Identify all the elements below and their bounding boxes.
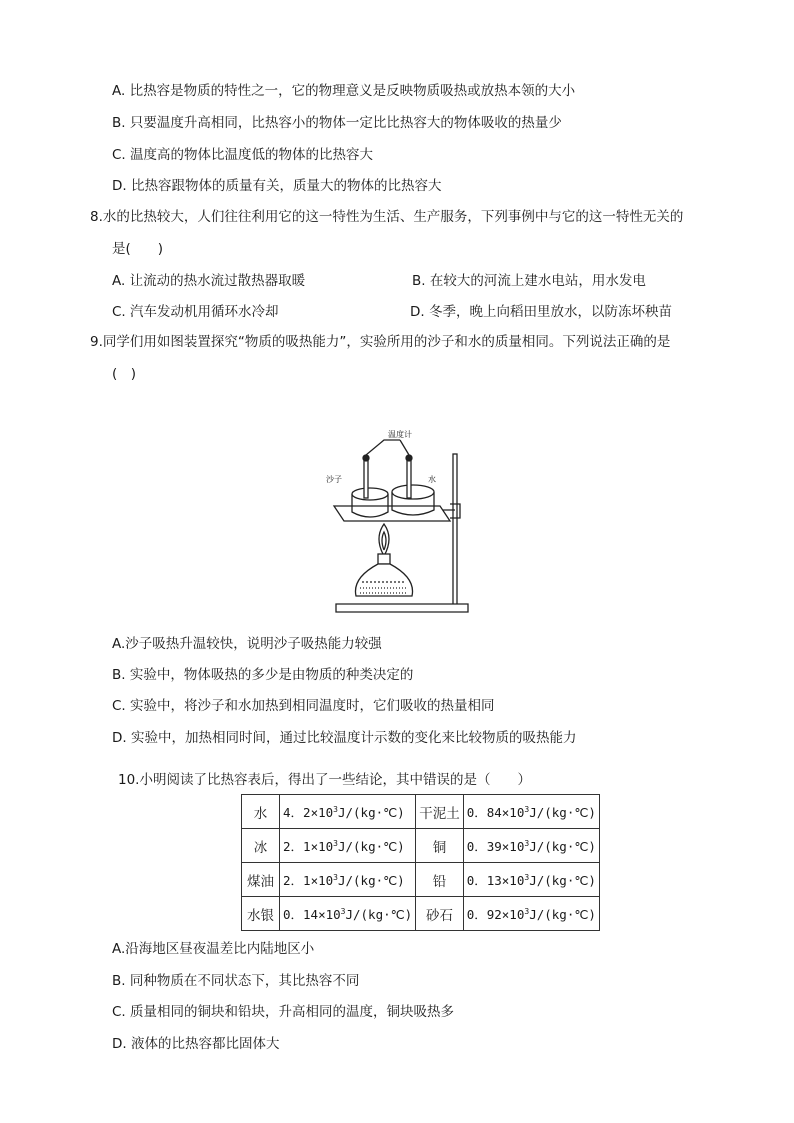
- table-row: [242, 829, 600, 863]
- q10-option-d: D. 液体的比热容都比固体大: [112, 1036, 280, 1052]
- table-cell-value: 2．$1\times 10^3J/(kg\cdot℃)$: [280, 829, 416, 863]
- table-row: [242, 863, 600, 897]
- stand-base: [336, 604, 468, 612]
- q9-stem-line1: 9.同学们用如图装置探究“物质的吸热能力”，实验所用的沙子和水的质量相同。下列说法正确的是: [90, 334, 671, 350]
- table-cell-substance: 水: [242, 795, 280, 829]
- table-cell-value: 0．$14\times 10^3J/(kg\cdot℃)$: [280, 897, 416, 931]
- table-cell-value: 0．$84\times 10^3J/(kg\cdot℃)$: [463, 795, 599, 829]
- q8-option-c: C. 汽车发动机用循环水冷却: [112, 304, 279, 320]
- experiment-figure: [322, 418, 472, 622]
- alcohol-lamp: [355, 564, 412, 596]
- table-row: [242, 795, 600, 829]
- q10-stem: 10.小明阅读了比热容表后，得出了一些结论，其中错误的是（ ）: [118, 772, 531, 788]
- table-cell-substance: 煤油: [242, 863, 280, 897]
- table-cell-value: 0．$39\times 10^3J/(kg\cdot℃)$: [463, 829, 599, 863]
- q8-option-d: D. 冬季，晚上向稻田里放水，以防冻坏秧苗: [410, 304, 672, 320]
- q9-option-d: D. 实验中，加热相同时间，通过比较温度计示数的变化来比较物质的吸热能力: [112, 730, 577, 746]
- q8-stem-line2: 是( ): [112, 241, 164, 257]
- q8-stem-line1: 8.水的比热较大，人们往往利用它的这一特性为生活、生产服务，下列事例中与它的这一特性无关的: [90, 209, 684, 225]
- q7-option-c: C. 温度高的物体比温度低的物体的比热容大: [112, 147, 374, 163]
- q9-stem-line2: ( ): [112, 366, 137, 382]
- table-cell-value: 2．$1\times 10^3J/(kg\cdot℃)$: [280, 863, 416, 897]
- q7-option-d: D. 比热容跟物体的质量有关，质量大的物体的比热容大: [112, 178, 442, 194]
- stand-rod: [453, 454, 457, 606]
- flame: [379, 524, 389, 556]
- q9-option-a: A.沙子吸热升温较快，说明沙子吸热能力较强: [112, 636, 382, 652]
- label-thermometer: 温度计: [388, 430, 412, 439]
- q7-option-b: B. 只要温度升高相同，比热容小的物体一定比比热容大的物体吸收的热量少: [112, 115, 562, 131]
- table-cell-value: 0．$92\times 10^3J/(kg\cdot℃)$: [463, 897, 599, 931]
- table-cell-substance: 铜: [416, 829, 464, 863]
- q8-option-b: B. 在较大的河流上建水电站，用水发电: [412, 273, 646, 289]
- table-cell-value: 0．$13\times 10^3J/(kg\cdot℃)$: [463, 863, 599, 897]
- thermometer-left: [364, 458, 368, 498]
- alcohol-lamp-neck: [378, 554, 390, 564]
- q9-option-c: C. 实验中，将沙子和水加热到相同温度时，它们吸收的热量相同: [112, 698, 495, 714]
- label-water: 水: [428, 475, 436, 484]
- q10-option-a: A.沿海地区昼夜温差比内陆地区小: [112, 941, 315, 957]
- table-cell-value: 4．$2\times 10^3J/(kg\cdot℃)$: [280, 795, 416, 829]
- table-row: [242, 897, 600, 931]
- table-cell-substance: 铅: [416, 863, 464, 897]
- q7-option-a: A. 比热容是物质的特性之一，它的物理意义是反映物质吸热或放热本领的大小: [112, 83, 576, 99]
- q10-option-b: B. 同种物质在不同状态下，其比热容不同: [112, 973, 360, 989]
- q8-option-a: A. 让流动的热水流过散热器取暖: [112, 273, 306, 289]
- thermometer-right: [407, 458, 411, 498]
- q9-option-b: B. 实验中，物体吸热的多少是由物质的种类决定的: [112, 667, 414, 683]
- table-cell-substance: 冰: [242, 829, 280, 863]
- q10-option-c: C. 质量相同的铜块和铅块，升高相同的温度，铜块吸热多: [112, 1004, 455, 1020]
- specific-heat-table: [241, 794, 600, 931]
- table-cell-substance: 干泥土: [416, 795, 464, 829]
- label-sand: 沙子: [326, 475, 342, 484]
- table-cell-substance: 砂石: [416, 897, 464, 931]
- table-cell-substance: 水银: [242, 897, 280, 931]
